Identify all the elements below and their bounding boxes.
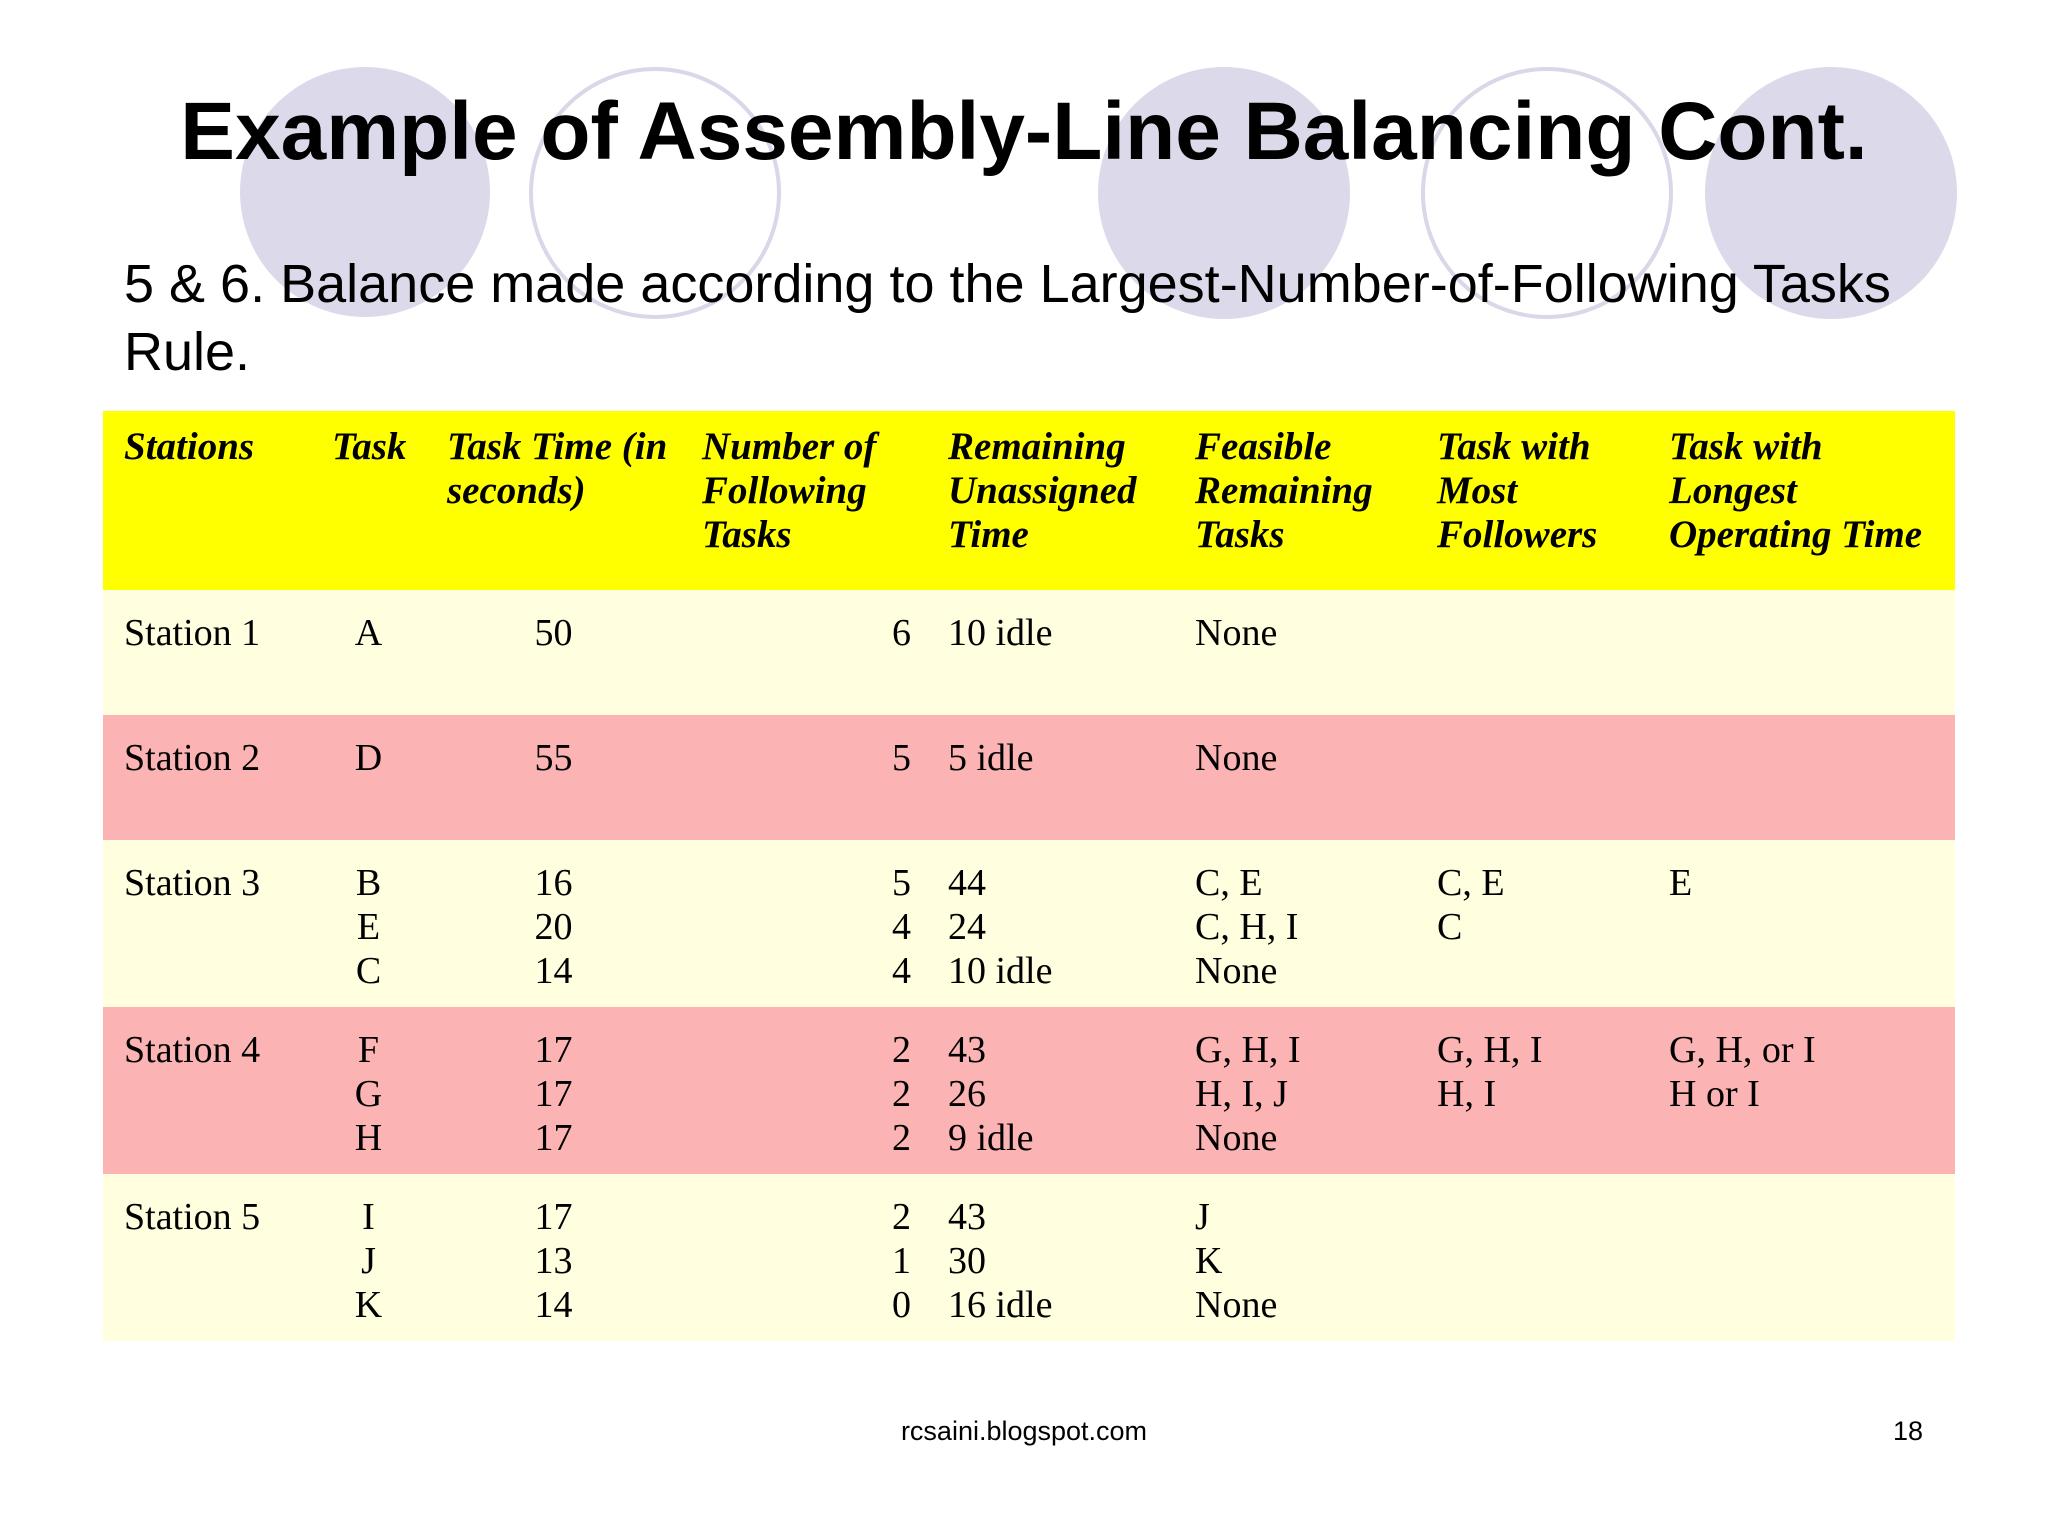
longest-time-cell: G, H, or I H or I <box>1648 1007 1955 1174</box>
table-header-row <box>103 411 1955 590</box>
feasible-cell: None <box>1174 715 1416 840</box>
longest-time-cell: E <box>1648 840 1955 1007</box>
longest-time-cell <box>1648 1174 1955 1341</box>
task-time-cell: 16 20 14 <box>426 840 681 1007</box>
remaining-cell: 5 idle <box>927 715 1174 840</box>
remaining-cell: 43 30 16 idle <box>927 1174 1174 1341</box>
most-followers-cell: G, H, I H, I <box>1416 1007 1648 1174</box>
task-cell: D <box>311 715 426 840</box>
most-followers-cell <box>1416 715 1648 840</box>
table-row <box>103 715 1955 840</box>
page-number: 18 <box>1893 1416 1924 1446</box>
task-cell: I J K <box>311 1174 426 1341</box>
station-cell: Station 5 <box>103 1174 311 1341</box>
most-followers-cell <box>1416 1174 1648 1341</box>
feasible-cell: J K None <box>1174 1174 1416 1341</box>
header-remaining-time: Remaining Unassigned Time <box>927 411 1174 590</box>
station-cell: Station 1 <box>103 590 311 715</box>
feasible-cell: None <box>1174 590 1416 715</box>
task-cell: B E C <box>311 840 426 1007</box>
slide-footer: rcsaini.blogspot.com <box>900 1416 1148 1446</box>
longest-time-cell <box>1648 715 1955 840</box>
header-task: Task <box>311 411 426 590</box>
header-longest-time: Task with Longest Operating Time <box>1648 411 1955 590</box>
header-task-time: Task Time (in seconds) <box>426 411 681 590</box>
table-row <box>103 840 1955 1007</box>
task-time-cell: 17 13 14 <box>426 1174 681 1341</box>
task-cell: A <box>311 590 426 715</box>
station-cell: Station 4 <box>103 1007 311 1174</box>
most-followers-cell <box>1416 590 1648 715</box>
following-cell: 5 4 4 <box>681 840 927 1007</box>
feasible-cell: C, E C, H, I None <box>1174 840 1416 1007</box>
following-cell: 5 <box>681 715 927 840</box>
assembly-line-balance-table <box>103 411 1955 1341</box>
table-row <box>103 590 1955 715</box>
task-cell: F G H <box>311 1007 426 1174</box>
remaining-cell: 44 24 10 idle <box>927 840 1174 1007</box>
following-cell: 2 1 0 <box>681 1174 927 1341</box>
feasible-cell: G, H, I H, I, J None <box>1174 1007 1416 1174</box>
station-cell: Station 2 <box>103 715 311 840</box>
following-cell: 2 2 2 <box>681 1007 927 1174</box>
remaining-cell: 43 26 9 idle <box>927 1007 1174 1174</box>
following-cell: 6 <box>681 590 927 715</box>
header-following-tasks: Number of Following Tasks <box>681 411 927 590</box>
remaining-cell: 10 idle <box>927 590 1174 715</box>
slide-title: Example of Assembly-Line Balancing Cont. <box>180 86 1868 177</box>
task-time-cell: 50 <box>426 590 681 715</box>
header-feasible-tasks: Feasible Remaining Tasks <box>1174 411 1416 590</box>
most-followers-cell: C, E C <box>1416 840 1648 1007</box>
header-stations: Stations <box>103 411 311 590</box>
station-cell: Station 3 <box>103 840 311 1007</box>
table-row <box>103 1007 1955 1174</box>
table-row <box>103 1174 1955 1341</box>
task-time-cell: 55 <box>426 715 681 840</box>
header-most-followers: Task with Most Followers <box>1416 411 1648 590</box>
task-time-cell: 17 17 17 <box>426 1007 681 1174</box>
longest-time-cell <box>1648 590 1955 715</box>
slide-subtitle: 5 & 6. Balance made according to the Largest-Number-of-Following Tasks Rule. <box>124 254 1891 382</box>
